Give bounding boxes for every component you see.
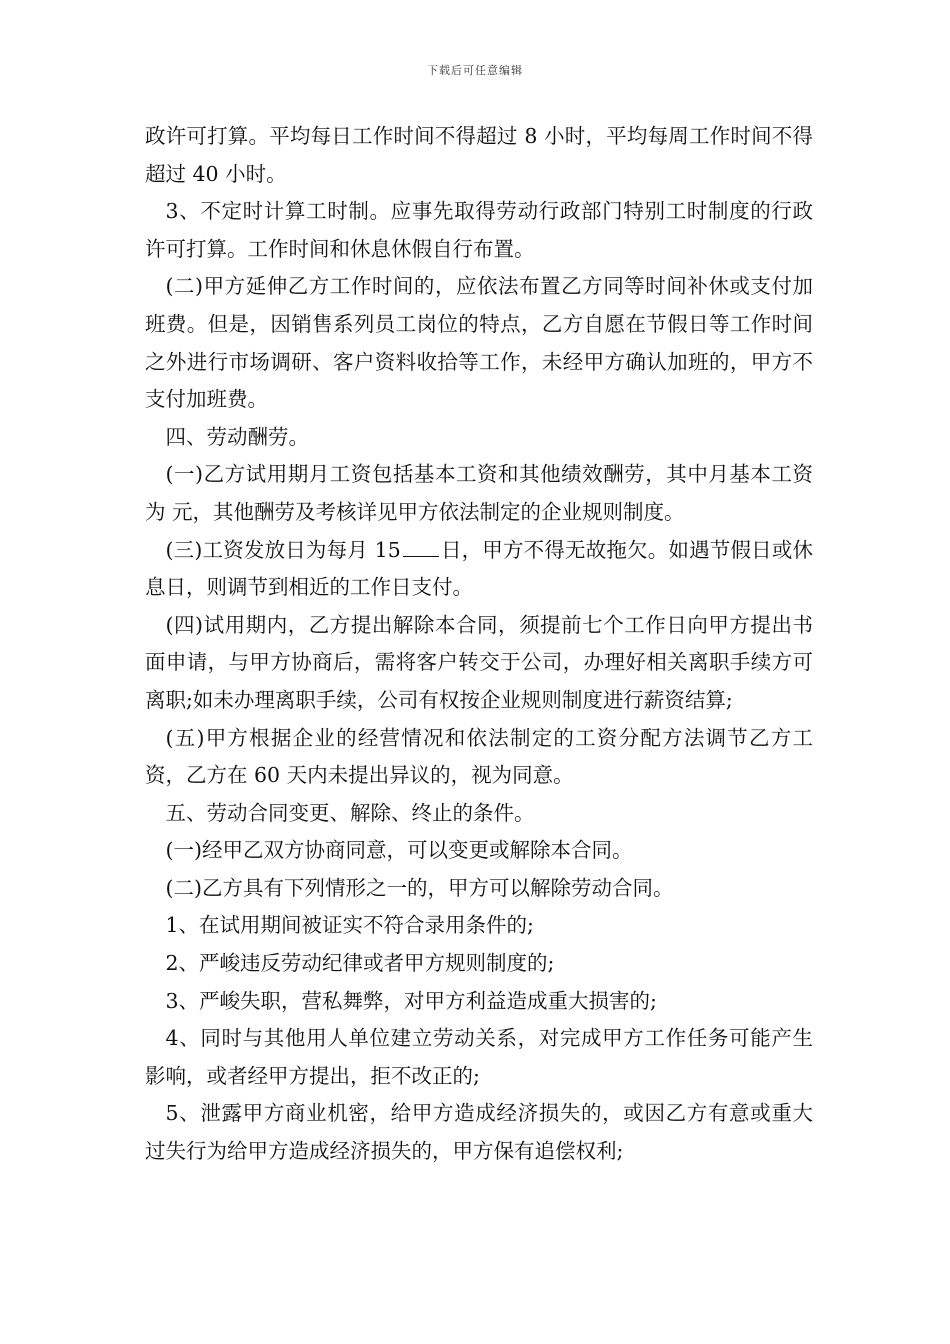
paragraph-flexible-hours: 3、不定时计算工时制。应事先取得劳动行政部门特别工时制度的行政许可打算。工作时间和休息休假自行布置。 (145, 199, 813, 261)
payday-text-after: 日，甲方不得无故拖欠。如遇节假日或休息日，则调节到相近的工作日支付。 (145, 537, 813, 600)
paragraph-salary-adjustment: (五)甲方根据企业的经营情况和依法制定的工资分配方法调节乙方工资，乙方在 60 天内未提出异议的，视为同意。 (145, 725, 813, 788)
paragraph-overtime: (二)甲方延伸乙方工作时间的，应依法布置乙方同等时间补休或支付加班费。但是，因销售系列员工岗位的特点，乙方自愿在节假日等工作时间之外进行市场调研、客户资料收拾等工作，未经甲方确认加班的，甲方不支付加班费。 (145, 274, 813, 412)
payday-blank-field (403, 538, 439, 557)
list-item-condition-3: 3、严峻失职，营私舞弊，对甲方利益造成重大损害的; (165, 988, 657, 1013)
paragraph-work-hours-continued: 政许可打算。平均每日工作时间不得超过 8 小时，平均每周工作时间不得超过 40 小时。 (145, 124, 813, 186)
paragraph-probation-salary: (一)乙方试用期月工资包括基本工资和其他绩效酬劳，其中月基本工资为 元，其他酬劳及考核详见甲方依法制定的企业规则制度。 (145, 462, 813, 524)
section-heading-remuneration: 四、劳动酬劳。 (165, 424, 309, 449)
paragraph-mutual-agreement: (一)经甲乙双方协商同意，可以变更或解除本合同。 (165, 838, 633, 863)
section-heading-contract-changes: 五、劳动合同变更、解除、终止的条件。 (165, 800, 535, 825)
paragraph-probation-resignation: (四)试用期内，乙方提出解除本合同，须提前七个工作日向甲方提出书面申请，与甲方协商后，需将客户转交于公司，办理好相关离职手续方可离职;如未办理离职手续，公司有权按企业规则制度进行薪资结算; (145, 612, 813, 712)
payday-text-before: (三)工资发放日为每月 15 (165, 537, 401, 562)
list-item-condition-2: 2、严峻违反劳动纪律或者甲方规则制度的; (165, 951, 555, 976)
paragraph-payday (145, 532, 813, 607)
page-header: 下载后可任意编辑 (427, 64, 523, 77)
list-item-condition-4: 4、同时与其他用人单位建立劳动关系，对完成甲方工作任务可能产生影响，或者经甲方提出，拒不改正的; (145, 1026, 813, 1088)
list-item-condition-1: 1、在试用期间被证实不符合录用条件的; (165, 913, 534, 938)
list-item-condition-5: 5、泄露甲方商业机密，给甲方造成经济损失的，或因乙方有意或重大过失行为给甲方造成经济损失的，甲方保有追偿权利; (145, 1101, 813, 1164)
paragraph-termination-conditions: (二)乙方具有下列情形之一的，甲方可以解除劳动合同。 (165, 875, 674, 900)
document-body (145, 118, 813, 1171)
